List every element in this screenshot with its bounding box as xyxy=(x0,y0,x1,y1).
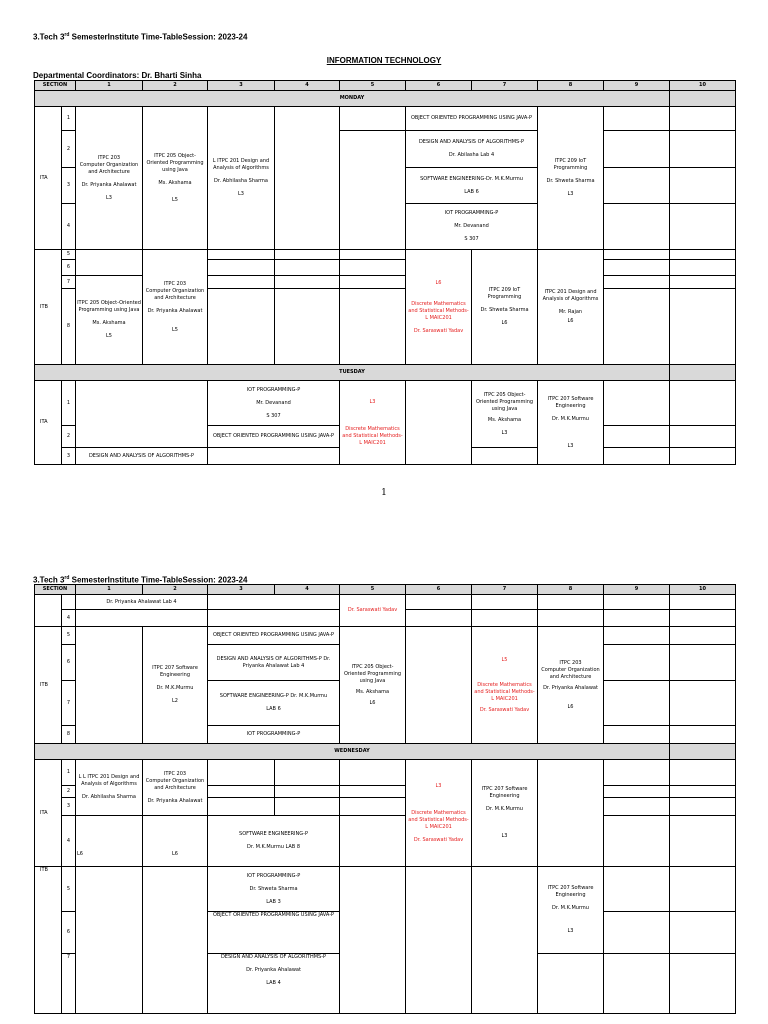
table-row: 6 xyxy=(35,260,736,276)
cell-daa: L ITPC 201 Design and Analysis of Algorithms Dr. Abhilasha Sharma L3 xyxy=(208,107,275,250)
cell-iot: ITPC 209 IoT Programming Dr. Shweta Sharma L6 xyxy=(472,250,538,365)
table-row: 3 SOFTWARE ENGINEERING-Dr. M.K.Murmu LAB 6 xyxy=(35,168,736,204)
cell-daa: ITPC 201 Design and Analysis of Algorithms Mr. Rajan L6 xyxy=(538,250,604,365)
cell-coa: ITPC 203 Computer Organization and Architecture Dr. Priyanka Ahalawat L3 xyxy=(76,107,143,250)
cell-oop-p: OBJECT ORIENTED PROGRAMMING USING JAVA-P xyxy=(406,107,538,131)
table-row: 4 L6 L6 SOFTWARE ENGINEERING-P Dr. M.K.Murmu LAB 8 xyxy=(35,816,736,867)
cell-dm: L5 Discrete Mathematics and Statistical Methods-L MAIC201 Dr. Saraswati Yadav xyxy=(472,627,538,744)
table-row: 3 xyxy=(35,798,736,816)
table-row: 3 DESIGN AND ANALYSIS OF ALGORITHMS-P xyxy=(35,448,736,465)
cell-iot-p: IOT PROGRAMMING-P xyxy=(208,726,340,744)
cell-oop: ITPC 205 Object-Oriented Programming using Java Ms. Akshama L6 xyxy=(340,627,406,744)
table-row: ITA 1 ITPC 203 Computer Organization and Architecture Dr. Priyanka Ahalawat L3 ITPC 205 Object-Oriented Programming using Java Ms. Akshama L5 L ITPC 201 Design and Analysis of Algorithms Dr. Abhilasha Sharma L3 OBJECT ORIENTED PROGRAMMING USING JAVA-P ITPC 209 IoT Programming Dr. Shweta Sharma L3 xyxy=(35,107,736,131)
table-row: 7 SOFTWARE ENGINEERING-P Dr. M.K.Murmu LAB 6 xyxy=(35,681,736,726)
cell-se: ITPC 207 Software Engineering Dr. M.K.Murmu L3 xyxy=(538,867,604,954)
cell-se-p: SOFTWARE ENGINEERING-P Dr. M.K.Murmu LAB 6 xyxy=(208,681,340,726)
day-row-tuesday: TUESDAY xyxy=(35,365,736,381)
cell-daa: L L ITPC 201 Design and Analysis of Algorithms Dr. Abhilasha Sharma xyxy=(76,760,143,816)
cell-coa: ITPC 203 Computer Organization and Architecture Dr. Priyanka Ahalawat xyxy=(143,760,208,816)
cell-iot-p: IOT PROGRAMMING-P Dr. Shweta Sharma LAB 3 xyxy=(208,867,340,912)
table-row: 2 DESIGN AND ANALYSIS OF ALGORITHMS-P Dr. Abilasha Lab 4 xyxy=(35,131,736,168)
table-row: 8 xyxy=(35,289,736,365)
timetable-page-1 xyxy=(34,80,736,465)
cell-daa-p: DESIGN AND ANALYSIS OF ALGORITHMS-P xyxy=(76,448,208,465)
page-header-1: 3.Tech 3rd SemesterInstitute Time-TableSession: 2023-24 xyxy=(33,32,248,42)
table-row: ITA 1 IOT PROGRAMMING-P Mr. Devanand S 307 L3 Discrete Mathematics and Statistical Methods-L MAIC201 ITPC 205 Object-Oriented Programming using Java Ms. Akshama L3 ITPC 207 Software Engineering Dr. M.K.Murmu L3 xyxy=(35,381,736,426)
page-number: 1 xyxy=(381,488,387,498)
cell-iot-p: IOT PROGRAMMING-P Mr. Devanand S 307 xyxy=(208,381,340,426)
cell-coa: ITPC 203 Computer Organization and Architecture Dr. Priyanka Ahalawat L6 xyxy=(538,627,604,744)
cell-oop: ITPC 205 Object-Oriented Programming using Java Ms. Akshama L5 xyxy=(143,107,208,250)
header-row: SECTION 1 2 3 4 5 6 7 8 9 10 xyxy=(35,585,736,595)
cell-coa: ITPC 203 Computer Organization and Architecture Dr. Priyanka Ahalawat L5 xyxy=(143,250,208,365)
table-row xyxy=(35,595,736,610)
cell-daa-p: DESIGN AND ANALYSIS OF ALGORITHMS-P Dr. Priyanka Ahalawat Lab 4 xyxy=(208,645,340,681)
table-row: 4 IOT PROGRAMMING-P Mr. Devanand S 307 xyxy=(35,204,736,250)
header-row: SECTION 1 2 3 4 5 6 7 8 9 10 xyxy=(35,81,736,91)
cell-oop: ITPC 205 Object-Oriented Programming using Java Ms. Akshama L3 xyxy=(472,381,538,448)
table-row: ITB 5 ITPC 203 Computer Organization and Architecture Dr. Priyanka Ahalawat L5 L6 Discrete Mathematics and Statistical Methods-L MAIC201 Dr. Saraswati Yadav ITPC 209 IoT Programming Dr. Shweta Sharma L6 ITPC 201 Design and Analysis of Algorithms Mr. Rajan L6 xyxy=(35,250,736,260)
coordinators: Departmental Coordinators: Dr. Bharti Sinha xyxy=(33,71,202,80)
table-row: 2 OBJECT ORIENTED PROGRAMMING USING JAVA-P xyxy=(35,426,736,448)
table-row: 6 OBJECT ORIENTED PROGRAMMING USING JAVA-P xyxy=(35,912,736,954)
day-row-monday: MONDAY xyxy=(35,91,736,107)
table-row: 7 DESIGN AND ANALYSIS OF ALGORITHMS-P Dr. Priyanka Ahalawat LAB 4 xyxy=(35,954,736,1014)
page-header-2: 3.Tech 3rd SemesterInstitute Time-TableSession: 2023-24 xyxy=(33,575,248,585)
table-row: ITB 5 ITPC 207 Software Engineering Dr. M.K.Murmu L2 OBJECT ORIENTED PROGRAMMING USING JAVA-P ITPC 205 Object-Oriented Programming using Java Ms. Akshama L6 L5 Discrete Mathematics and Statistical Methods-L MAIC201 Dr. Saraswati Yadav ITPC 203 Computer Organization and Architecture Dr. Priyanka Ahalawat L6 xyxy=(35,627,736,645)
table-row: 7 ITPC 205 Object-Oriented Programming using Java Ms. Akshama L5 xyxy=(35,276,736,289)
cell-oop-p: OBJECT ORIENTED PROGRAMMING USING JAVA-P xyxy=(208,426,340,448)
cell-oop: ITPC 205 Object-Oriented Programming using Java Ms. Akshama L5 xyxy=(76,276,143,365)
cell-se: ITPC 207 Software Engineering Dr. M.K.Murmu L3 xyxy=(472,760,538,867)
cell-dm: L3 Discrete Mathematics and Statistical Methods-L MAIC201 xyxy=(340,381,406,465)
table-row: 6 DESIGN AND ANALYSIS OF ALGORITHMS-P Dr. Priyanka Ahalawat Lab 4 xyxy=(35,645,736,681)
cell-daa-p: DESIGN AND ANALYSIS OF ALGORITHMS-P Dr. Priyanka Ahalawat LAB 4 xyxy=(208,954,340,1014)
cell-daa-p: DESIGN AND ANALYSIS OF ALGORITHMS-P Dr. Abilasha Lab 4 xyxy=(406,131,538,168)
timetable-page-2 xyxy=(34,584,736,1014)
department-title: INFORMATION TECHNOLOGY xyxy=(326,56,442,65)
cell-iot-p: IOT PROGRAMMING-P Mr. Devanand S 307 xyxy=(406,204,538,250)
cell-oop-p: OBJECT ORIENTED PROGRAMMING USING JAVA-P xyxy=(208,912,340,954)
cell-iot: ITPC 209 IoT Programming Dr. Shweta Sharma L3 xyxy=(538,107,604,250)
cell-se: ITPC 207 Software Engineering Dr. M.K.Murmu L2 xyxy=(143,627,208,744)
cell-se-p: SOFTWARE ENGINEERING-P Dr. M.K.Murmu LAB 8 xyxy=(208,816,340,867)
table-row: 4 xyxy=(35,610,736,627)
table-row: 2 xyxy=(35,786,736,798)
table-row: 8 IOT PROGRAMMING-P xyxy=(35,726,736,744)
day-row-wednesday: WEDNESDAY xyxy=(35,744,736,760)
cell-se-p: SOFTWARE ENGINEERING-Dr. M.K.Murmu LAB 6 xyxy=(406,168,538,204)
table-row: ITA 1 L L ITPC 201 Design and Analysis of Algorithms Dr. Abhilasha Sharma ITPC 203 Computer Organization and Architecture Dr. Priyanka Ahalawat L3 Discrete Mathematics and Statistical Methods-L MAIC201 Dr. Saraswati Yadav ITPC 207 Software Engineering Dr. M.K.Murmu L3 xyxy=(35,760,736,786)
cell-priyanka-lab4: Dr. Priyanka Ahalawat Lab 4 xyxy=(76,595,208,610)
cell-dm: L3 Discrete Mathematics and Statistical Methods-L MAIC201 Dr. Saraswati Yadav xyxy=(406,760,472,867)
cell-oop-p: OBJECT ORIENTED PROGRAMMING USING JAVA-P xyxy=(208,627,340,645)
table-row: ITB 5 IOT PROGRAMMING-P Dr. Shweta Sharma LAB 3 ITPC 207 Software Engineering Dr. M.K.Murmu L3 xyxy=(35,867,736,912)
cell-se: ITPC 207 Software Engineering Dr. M.K.Murmu L3 xyxy=(538,381,604,465)
cell-saraswati: Dr. Saraswati Yadav xyxy=(340,595,406,627)
cell-dm: L6 Discrete Mathematics and Statistical Methods-L MAIC201 Dr. Saraswati Yadav xyxy=(406,250,472,365)
